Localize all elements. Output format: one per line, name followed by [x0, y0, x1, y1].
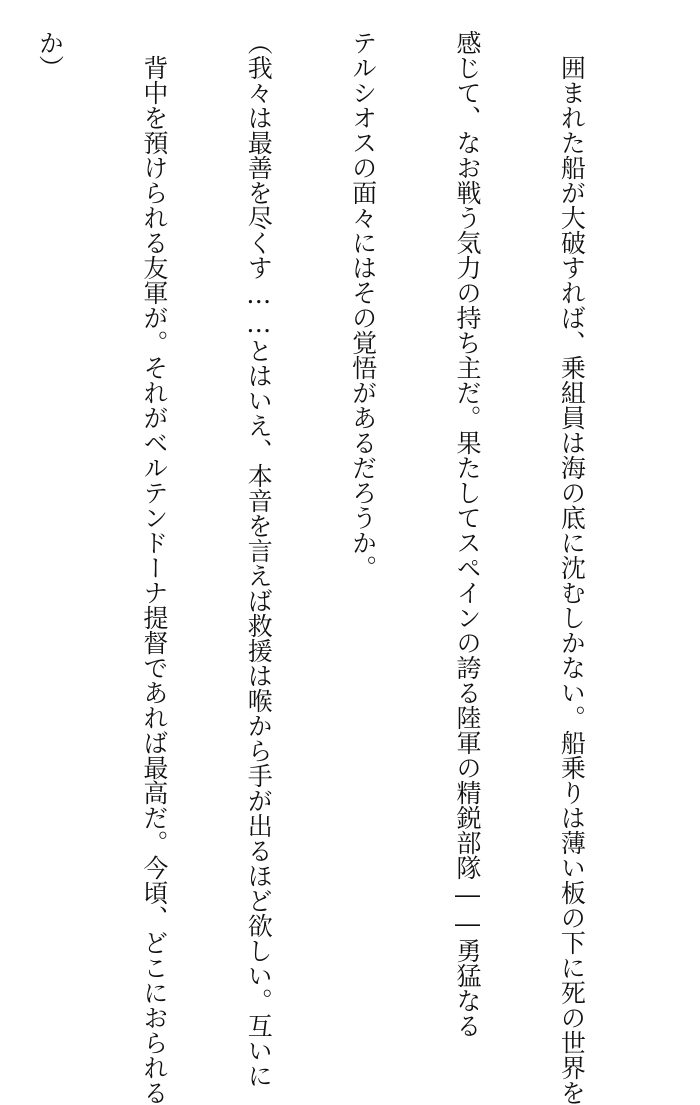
text-line-1: 囲まれた船が大破すれば、乗組員は海の底に沈むしかない。船乗りは薄い板の下に死の世界を [557, 55, 587, 1105]
text-line-3: テルシオスの面々にはその覚悟があるだろうか。 [348, 30, 378, 580]
text-line-4: （我々は最善を尽くす……とはいえ、本音を言えば救援は喉から手が出るほど欲しい。互いに [244, 30, 274, 1088]
text-line-6: か） [35, 30, 65, 80]
text-line-2: 感じて、なお戦う気力の持ち主だ。果たしてスペインの誇る陸軍の精鋭部隊――勇猛なる [453, 30, 483, 1038]
text-line-5: 背中を預けられる友軍が。それがベルテンドーナ提督であれば最高だ。今頃、どこにおられる [139, 55, 169, 1105]
vertical-text-body [0, 30, 658, 1105]
